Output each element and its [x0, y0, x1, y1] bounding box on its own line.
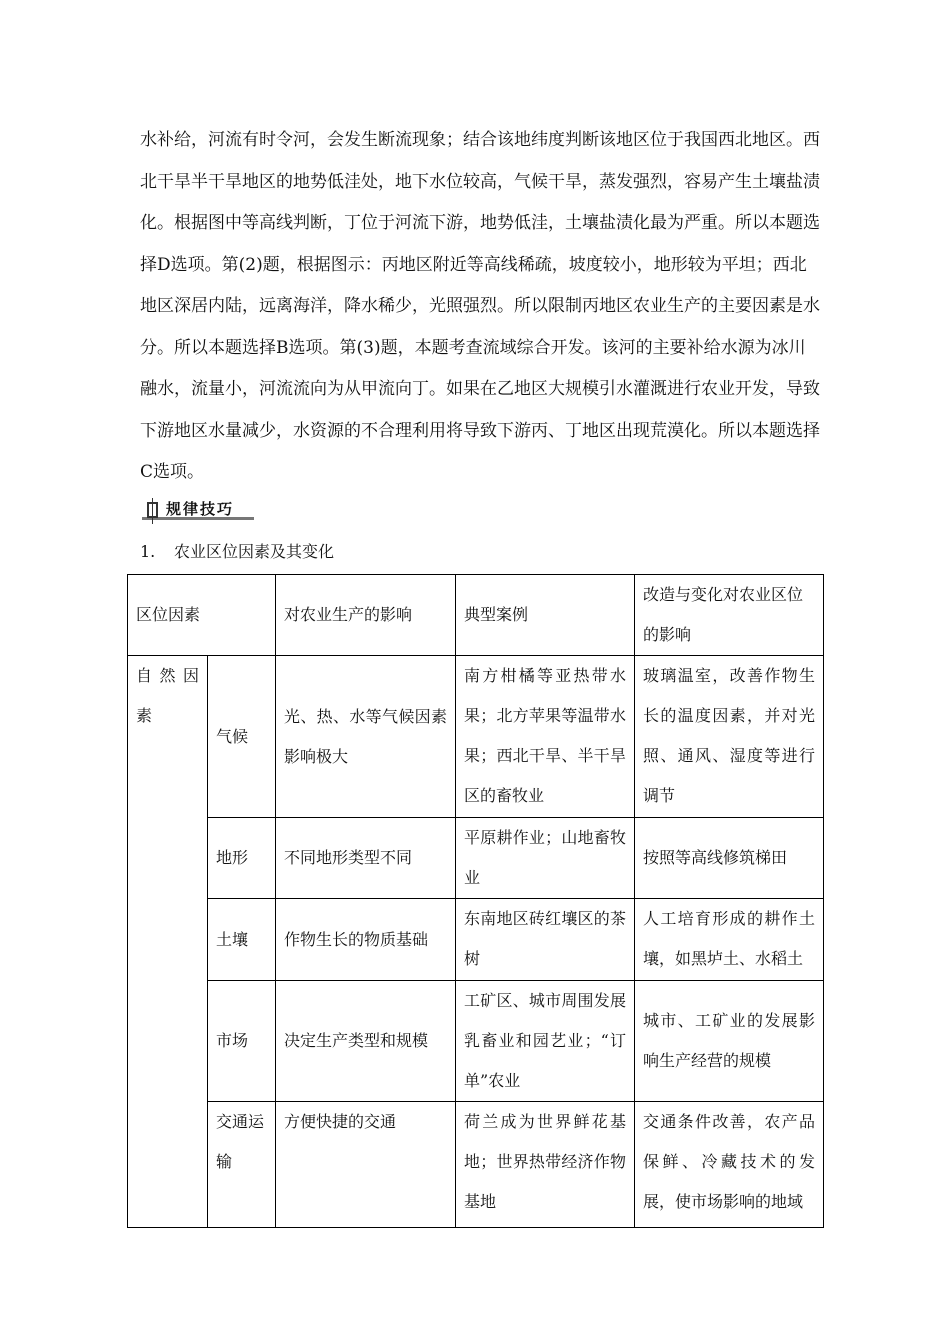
- impact-cell: 决定生产类型和规模: [276, 981, 456, 1102]
- paragraph-line: 下游地区水量减少，水资源的不合理利用将导致下游丙、丁地区出现荒漠化。所以本题选择: [140, 420, 820, 441]
- factor-cell: 气候: [208, 656, 276, 818]
- table-row: [128, 656, 824, 818]
- example-cell: 工矿区、城市周围发展乳畜业和园艺业；“订单”农业: [456, 981, 635, 1102]
- section-heading: [142, 498, 254, 524]
- subheading-number: 1.: [140, 542, 156, 561]
- table-row: [128, 899, 824, 981]
- change-cell: 玻璃温室，改善作物生长的温度因素，并对光照、通风、湿度等进行调节: [635, 656, 824, 818]
- paragraph-line: 分。所以本题选择B选项。第(3)题，本题考查流域综合开发。该河的主要补给水源为冰川: [140, 337, 806, 358]
- factor-cell: 市场: [208, 981, 276, 1102]
- group-label-cell: [128, 656, 208, 1228]
- subheading: [140, 540, 334, 564]
- paragraph-line: 化。根据图中等高线判断，丁位于河流下游，地势低洼，土壤盐渍化最为严重。所以本题选: [140, 213, 820, 233]
- example-cell: 东南地区砖红壤区的茶树: [456, 899, 635, 981]
- paragraph-line: C选项。: [140, 462, 205, 482]
- paragraph-line: 地区深居内陆，远离海洋，降水稀少，光照强烈。所以限制丙地区农业生产的主要因素是水: [140, 296, 820, 316]
- change-cell: 按照等高线修筑梯田: [635, 818, 824, 899]
- table-header-row: [128, 575, 824, 656]
- example-cell: 南方柑橘等亚热带水果；北方苹果等温带水果；西北干旱、半干旱区的畜牧业: [456, 656, 635, 818]
- paragraph-line: 择D选项。第(2)题，根据图示：丙地区附近等高线稀疏，坡度较小，地形较为平坦；西北: [140, 254, 807, 275]
- impact-cell: 不同地形类型不同: [276, 818, 456, 899]
- header-cell-change: 改造与变化对农业区位的影响: [635, 575, 824, 656]
- header-cell-example: 典型案例: [456, 575, 635, 656]
- impact-cell: 作物生长的物质基础: [276, 899, 456, 981]
- answer-explanation-paragraph: [140, 120, 820, 494]
- subheading-text: 农业区位因素及其变化: [174, 542, 335, 561]
- section-title: 规律技巧: [166, 500, 235, 518]
- agriculture-location-table: [127, 574, 824, 1228]
- header-cell-impact: 对农业生产的影响: [276, 575, 456, 656]
- change-cell: 交通条件改善，农产品保鲜、冷藏技术的发展，使市场影响的地域: [635, 1102, 824, 1228]
- table-row: [128, 981, 824, 1102]
- change-cell: 人工培育形成的耕作土壤，如黑垆土、水稻土: [635, 899, 824, 981]
- table-row: [128, 1102, 824, 1228]
- paragraph-line: 水补给，河流有时令河，会发生断流现象；结合该地纬度判断该地区位于我国西北地区。西: [140, 130, 820, 150]
- example-cell: 荷兰成为世界鲜花基地；世界热带经济作物基地: [456, 1102, 635, 1228]
- paragraph-line: 融水，流量小，河流流向为从甲流向丁。如果在乙地区大规模引水灌溉进行农业开发，导致: [140, 379, 820, 399]
- factor-cell: 地形: [208, 818, 276, 899]
- group-label: 自然因素: [136, 666, 199, 725]
- change-cell: 城市、工矿业的发展影响生产经营的规模: [635, 981, 824, 1102]
- factor-cell: 土壤: [208, 899, 276, 981]
- example-cell: 平原耕作业；山地畜牧业: [456, 818, 635, 899]
- paragraph-line: 北干旱半干旱地区的地势低洼处，地下水位较高，气候干旱，蒸发强烈，容易产生土壤盐渍: [140, 171, 820, 192]
- table-row: [128, 818, 824, 899]
- header-cell-factor: 区位因素: [128, 575, 276, 656]
- impact-cell: 方便快捷的交通: [276, 1102, 456, 1228]
- factor-cell: 交通运输: [208, 1102, 276, 1228]
- impact-cell: 光、热、水等气候因素影响极大: [276, 656, 456, 818]
- pillar-icon: [147, 502, 158, 518]
